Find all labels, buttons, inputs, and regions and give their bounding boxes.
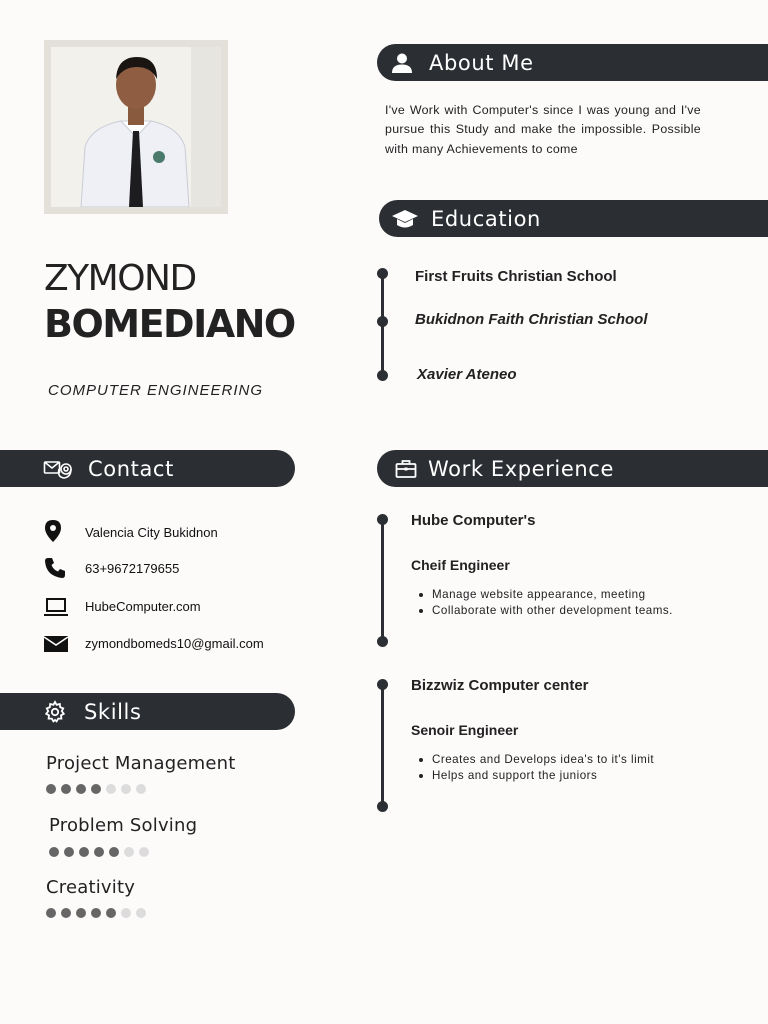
profile-photo <box>51 47 221 207</box>
job-duties <box>416 752 654 783</box>
job-company: Bizzwiz Computer center <box>411 677 589 694</box>
skills-heading-bar <box>0 693 295 730</box>
about-heading: About Me <box>429 50 534 75</box>
rating-dot-filled <box>91 908 101 918</box>
rating-dot-empty <box>121 784 131 794</box>
contact-website: HubeComputer.com <box>85 599 201 614</box>
rating-dot-empty <box>124 847 134 857</box>
rating-dot-filled <box>91 784 101 794</box>
rating-dot-empty <box>136 908 146 918</box>
location-pin-icon <box>40 519 66 543</box>
rating-dot-empty <box>106 784 116 794</box>
profile-photo-frame <box>44 40 228 214</box>
work-timeline-dot <box>377 514 388 525</box>
job-company: Hube Computer's <box>411 512 536 529</box>
envelope-icon <box>43 632 69 656</box>
education-item: Xavier Ateneo <box>417 366 517 383</box>
first-name: ZYMOND <box>44 258 196 299</box>
job-duty: Collaborate with other development teams. <box>416 603 673 619</box>
work-heading: Work Experience <box>428 456 614 481</box>
job-duty: Manage website appearance, meeting <box>416 587 673 603</box>
graduation-cap-icon <box>391 207 419 231</box>
job-duty: Helps and support the juniors <box>416 768 654 784</box>
education-timeline-dot <box>377 268 388 279</box>
education-timeline-dot <box>377 370 388 381</box>
briefcase-icon <box>394 457 418 481</box>
skill-name: Creativity <box>46 877 136 898</box>
skill-name: Problem Solving <box>49 815 198 836</box>
gear-icon <box>43 700 67 724</box>
job-title: Cheif Engineer <box>411 557 510 573</box>
work-timeline-dot <box>377 801 388 812</box>
skill-rating <box>46 784 146 794</box>
education-heading-bar <box>379 200 768 237</box>
user-icon <box>390 51 414 75</box>
rating-dot-filled <box>106 908 116 918</box>
rating-dot-filled <box>49 847 59 857</box>
rating-dot-filled <box>94 847 104 857</box>
rating-dot-filled <box>64 847 74 857</box>
rating-dot-filled <box>46 784 56 794</box>
rating-dot-empty <box>121 908 131 918</box>
rating-dot-filled <box>76 908 86 918</box>
education-item: First Fruits Christian School <box>415 268 617 285</box>
job-duty: Creates and Develops idea's to it's limit <box>416 752 654 768</box>
rating-dot-filled <box>61 784 71 794</box>
contact-phone: 63+9672179655 <box>85 561 180 576</box>
work-timeline-line <box>381 519 384 641</box>
job-duties <box>416 587 673 618</box>
work-timeline-line <box>381 684 384 806</box>
rating-dot-filled <box>46 908 56 918</box>
skill-rating <box>49 847 149 857</box>
work-timeline-dot <box>377 636 388 647</box>
phone-icon <box>42 556 68 580</box>
rating-dot-filled <box>109 847 119 857</box>
contact-address: Valencia City Bukidnon <box>85 525 218 540</box>
rating-dot-empty <box>139 847 149 857</box>
work-timeline-dot <box>377 679 388 690</box>
education-timeline-dot <box>377 316 388 327</box>
education-item: Bukidnon Faith Christian School <box>415 311 648 328</box>
person-portrait-icon <box>51 47 221 207</box>
laptop-icon <box>43 595 69 619</box>
role-title: COMPUTER ENGINEERING <box>48 382 264 399</box>
skill-rating <box>46 908 146 918</box>
contact-icon <box>43 457 77 481</box>
about-text: I've Work with Computer's since I was young and I've pursue this Study and make the impossible. Possible with many Achievements to come <box>385 103 701 156</box>
last-name: BOMEDIANO <box>44 302 295 346</box>
contact-email: zymondbomeds10@gmail.com <box>85 636 264 651</box>
contact-heading-bar <box>0 450 295 487</box>
work-heading-bar <box>377 450 768 487</box>
rating-dot-filled <box>79 847 89 857</box>
skill-name: Project Management <box>46 753 236 774</box>
rating-dot-empty <box>136 784 146 794</box>
rating-dot-filled <box>61 908 71 918</box>
skills-heading: Skills <box>84 699 142 724</box>
job-title: Senoir Engineer <box>411 722 519 738</box>
rating-dot-filled <box>76 784 86 794</box>
contact-heading: Contact <box>88 456 174 481</box>
education-heading: Education <box>431 206 541 231</box>
about-heading-bar <box>377 44 768 81</box>
